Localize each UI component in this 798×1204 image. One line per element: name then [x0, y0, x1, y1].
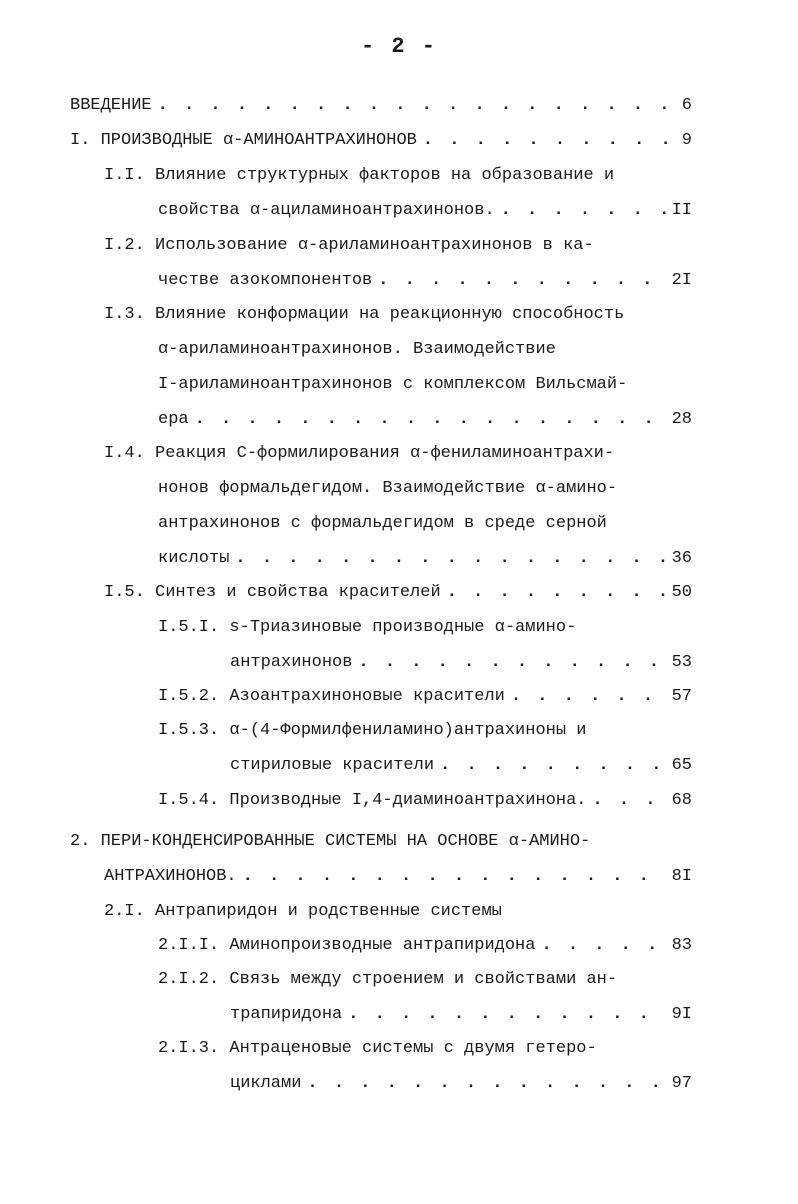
- toc-entry-title: I.5.I. s-Триазиновые производные α-амино-: [158, 618, 577, 637]
- toc-leader-dots: [235, 547, 665, 571]
- toc-entry-title: ВВЕДЕНИЕ: [70, 96, 152, 115]
- toc-entry-1-4-line-2: [158, 477, 617, 501]
- toc-entry-2-1-3-line-2: [230, 1072, 692, 1096]
- toc-entry-title: свойства α-ациламиноантрахинонов.: [158, 201, 495, 220]
- toc-entry-title: I.5. Синтез и свойства красителей: [104, 583, 441, 602]
- toc-entry-title: трапиридона: [230, 1005, 343, 1024]
- toc-leader-dots: [378, 269, 665, 293]
- toc-entry-1-5-3-line-2: [230, 754, 692, 778]
- toc-entry-1-1-line-1: [104, 164, 614, 188]
- toc-entry-1-3-line-4: [158, 408, 692, 432]
- toc-leader-dots: [195, 408, 666, 432]
- toc-entry-title: ера: [158, 410, 189, 429]
- toc-entry-1-4-line-1: [104, 442, 614, 466]
- toc-leader-dots: [501, 199, 666, 223]
- toc-entry-title: стириловые красители: [230, 756, 435, 775]
- toc-page-number: 9I: [671, 1005, 692, 1024]
- toc-entry-introduction: [70, 94, 692, 118]
- toc-entry-1-5-3-line-1: [158, 719, 586, 743]
- toc-entry-1-3-line-3: [158, 373, 627, 397]
- toc-page-number: 50: [671, 583, 692, 602]
- toc-entry-title: 2.I.I. Аминопроизводные антрапиридона: [158, 936, 536, 955]
- toc-page-number: 6: [681, 96, 692, 115]
- toc-page-number: II: [671, 201, 692, 220]
- toc-entry-1-5: [104, 581, 692, 605]
- toc-entry-title: I.5.4. Производные I,4-диаминоантрахинона.: [158, 791, 587, 810]
- toc-entry-2-1-2-line-2: [230, 1003, 692, 1027]
- toc-entry-1-5-1-line-2: [230, 651, 692, 675]
- toc-entry-title: антрахинонов с формальдегидом в среде серной: [158, 514, 607, 533]
- toc-entry-title: I. ПРОИЗВОДНЫЕ α-АМИНОАНТРАХИНОНОВ: [70, 131, 417, 150]
- toc-entry-2-1-2-line-1: [158, 968, 617, 992]
- toc-page-number: 2I: [671, 271, 692, 290]
- toc-page-number: 68: [671, 791, 692, 810]
- toc-entry-title: α-ариламиноантрахинонов. Взаимодействие: [158, 340, 556, 359]
- toc-page-number: 57: [671, 687, 692, 706]
- toc-entry-title: I.4. Реакция С-формилирования α-фениламиноантрахи-: [104, 444, 615, 463]
- toc-entry-title: 2. ПЕРИ-КОНДЕНСИРОВАННЫЕ СИСТЕМЫ НА ОСНОВЕ α-АМИНО-: [70, 832, 591, 851]
- toc-entry-1-5-4: [158, 789, 692, 813]
- toc-entry-chapter-2-line-1: [70, 830, 590, 854]
- toc-entry-1-3-line-1: [104, 303, 624, 327]
- toc-page-number: 9: [681, 131, 692, 150]
- toc-entry-title: честве азокомпонентов: [158, 271, 373, 290]
- toc-leader-dots: [511, 685, 666, 709]
- toc-entry-1-1-line-2: [158, 199, 692, 223]
- toc-page-number: 53: [671, 653, 692, 672]
- toc-entry-1-4-line-4: [158, 547, 692, 571]
- toc-entry-title: антрахинонов: [230, 653, 353, 672]
- toc-page-number: 8I: [671, 867, 692, 886]
- toc-leader-dots: [423, 129, 676, 153]
- toc-entry-1-4-line-3: [158, 512, 607, 536]
- toc-entry-chapter-2-line-2: [104, 865, 692, 889]
- toc-entry-1-3-line-2: [158, 338, 556, 362]
- toc-entry-2-1-1: [158, 934, 692, 958]
- toc-leader-dots: [592, 789, 665, 813]
- toc-entry-2-1-3-line-1: [158, 1037, 597, 1061]
- toc-entry-title: АНТРАХИНОНОВ.: [104, 867, 237, 886]
- toc-leader-dots: [440, 754, 666, 778]
- toc-entry-title: I.5.2. Азоантрахиноновые красители: [158, 687, 505, 706]
- toc-leader-dots: [358, 651, 665, 675]
- toc-entry-2-1: [104, 900, 502, 924]
- page-number: - 2 -: [360, 34, 437, 59]
- toc-entry-title: I.I. Влияние структурных факторов на образование и: [104, 166, 615, 185]
- toc-leader-dots: [447, 581, 666, 605]
- toc-entry-title: 2.I.2. Связь между строением и свойствами ан-: [158, 970, 618, 989]
- toc-page-number: 65: [671, 756, 692, 775]
- toc-entry-title: I.5.3. α-(4-Формилфениламино)антрахиноны и: [158, 721, 587, 740]
- toc-entry-title: I.2. Использование α-ариламиноантрахинонов в ка-: [104, 236, 594, 255]
- toc-entry-1-5-2: [158, 685, 692, 709]
- toc-entry-1-2-line-2: [158, 269, 692, 293]
- toc-leader-dots: [348, 1003, 665, 1027]
- toc-page-number: 83: [671, 936, 692, 955]
- toc-entry-title: I.3. Влияние конформации на реакционную способность: [104, 305, 625, 324]
- toc-entry-chapter-1: [70, 129, 692, 153]
- toc-entry-1-2-line-1: [104, 234, 594, 258]
- toc-entry-title: I-ариламиноантрахинонов с комплексом Вильсмай-: [158, 375, 628, 394]
- toc-leader-dots: [243, 865, 666, 889]
- toc-page-number: 97: [671, 1074, 692, 1093]
- toc-page-number: 28: [671, 410, 692, 429]
- toc-page-number: 36: [671, 549, 692, 568]
- toc-leader-dots: [158, 94, 676, 118]
- toc-entry-title: 2.I.3. Антраценовые системы с двумя гетеро-: [158, 1039, 597, 1058]
- toc-entry-title: нонов формальдегидом. Взаимодействие α-амино-: [158, 479, 618, 498]
- toc-entry-title: кислоты: [158, 549, 230, 568]
- toc-entry-1-5-1-line-1: [158, 616, 576, 640]
- toc-leader-dots: [541, 934, 665, 958]
- toc-entry-title: циклами: [230, 1074, 302, 1093]
- toc-entry-title: 2.I. Антрапиридон и родственные системы: [104, 902, 502, 921]
- toc-leader-dots: [307, 1072, 665, 1096]
